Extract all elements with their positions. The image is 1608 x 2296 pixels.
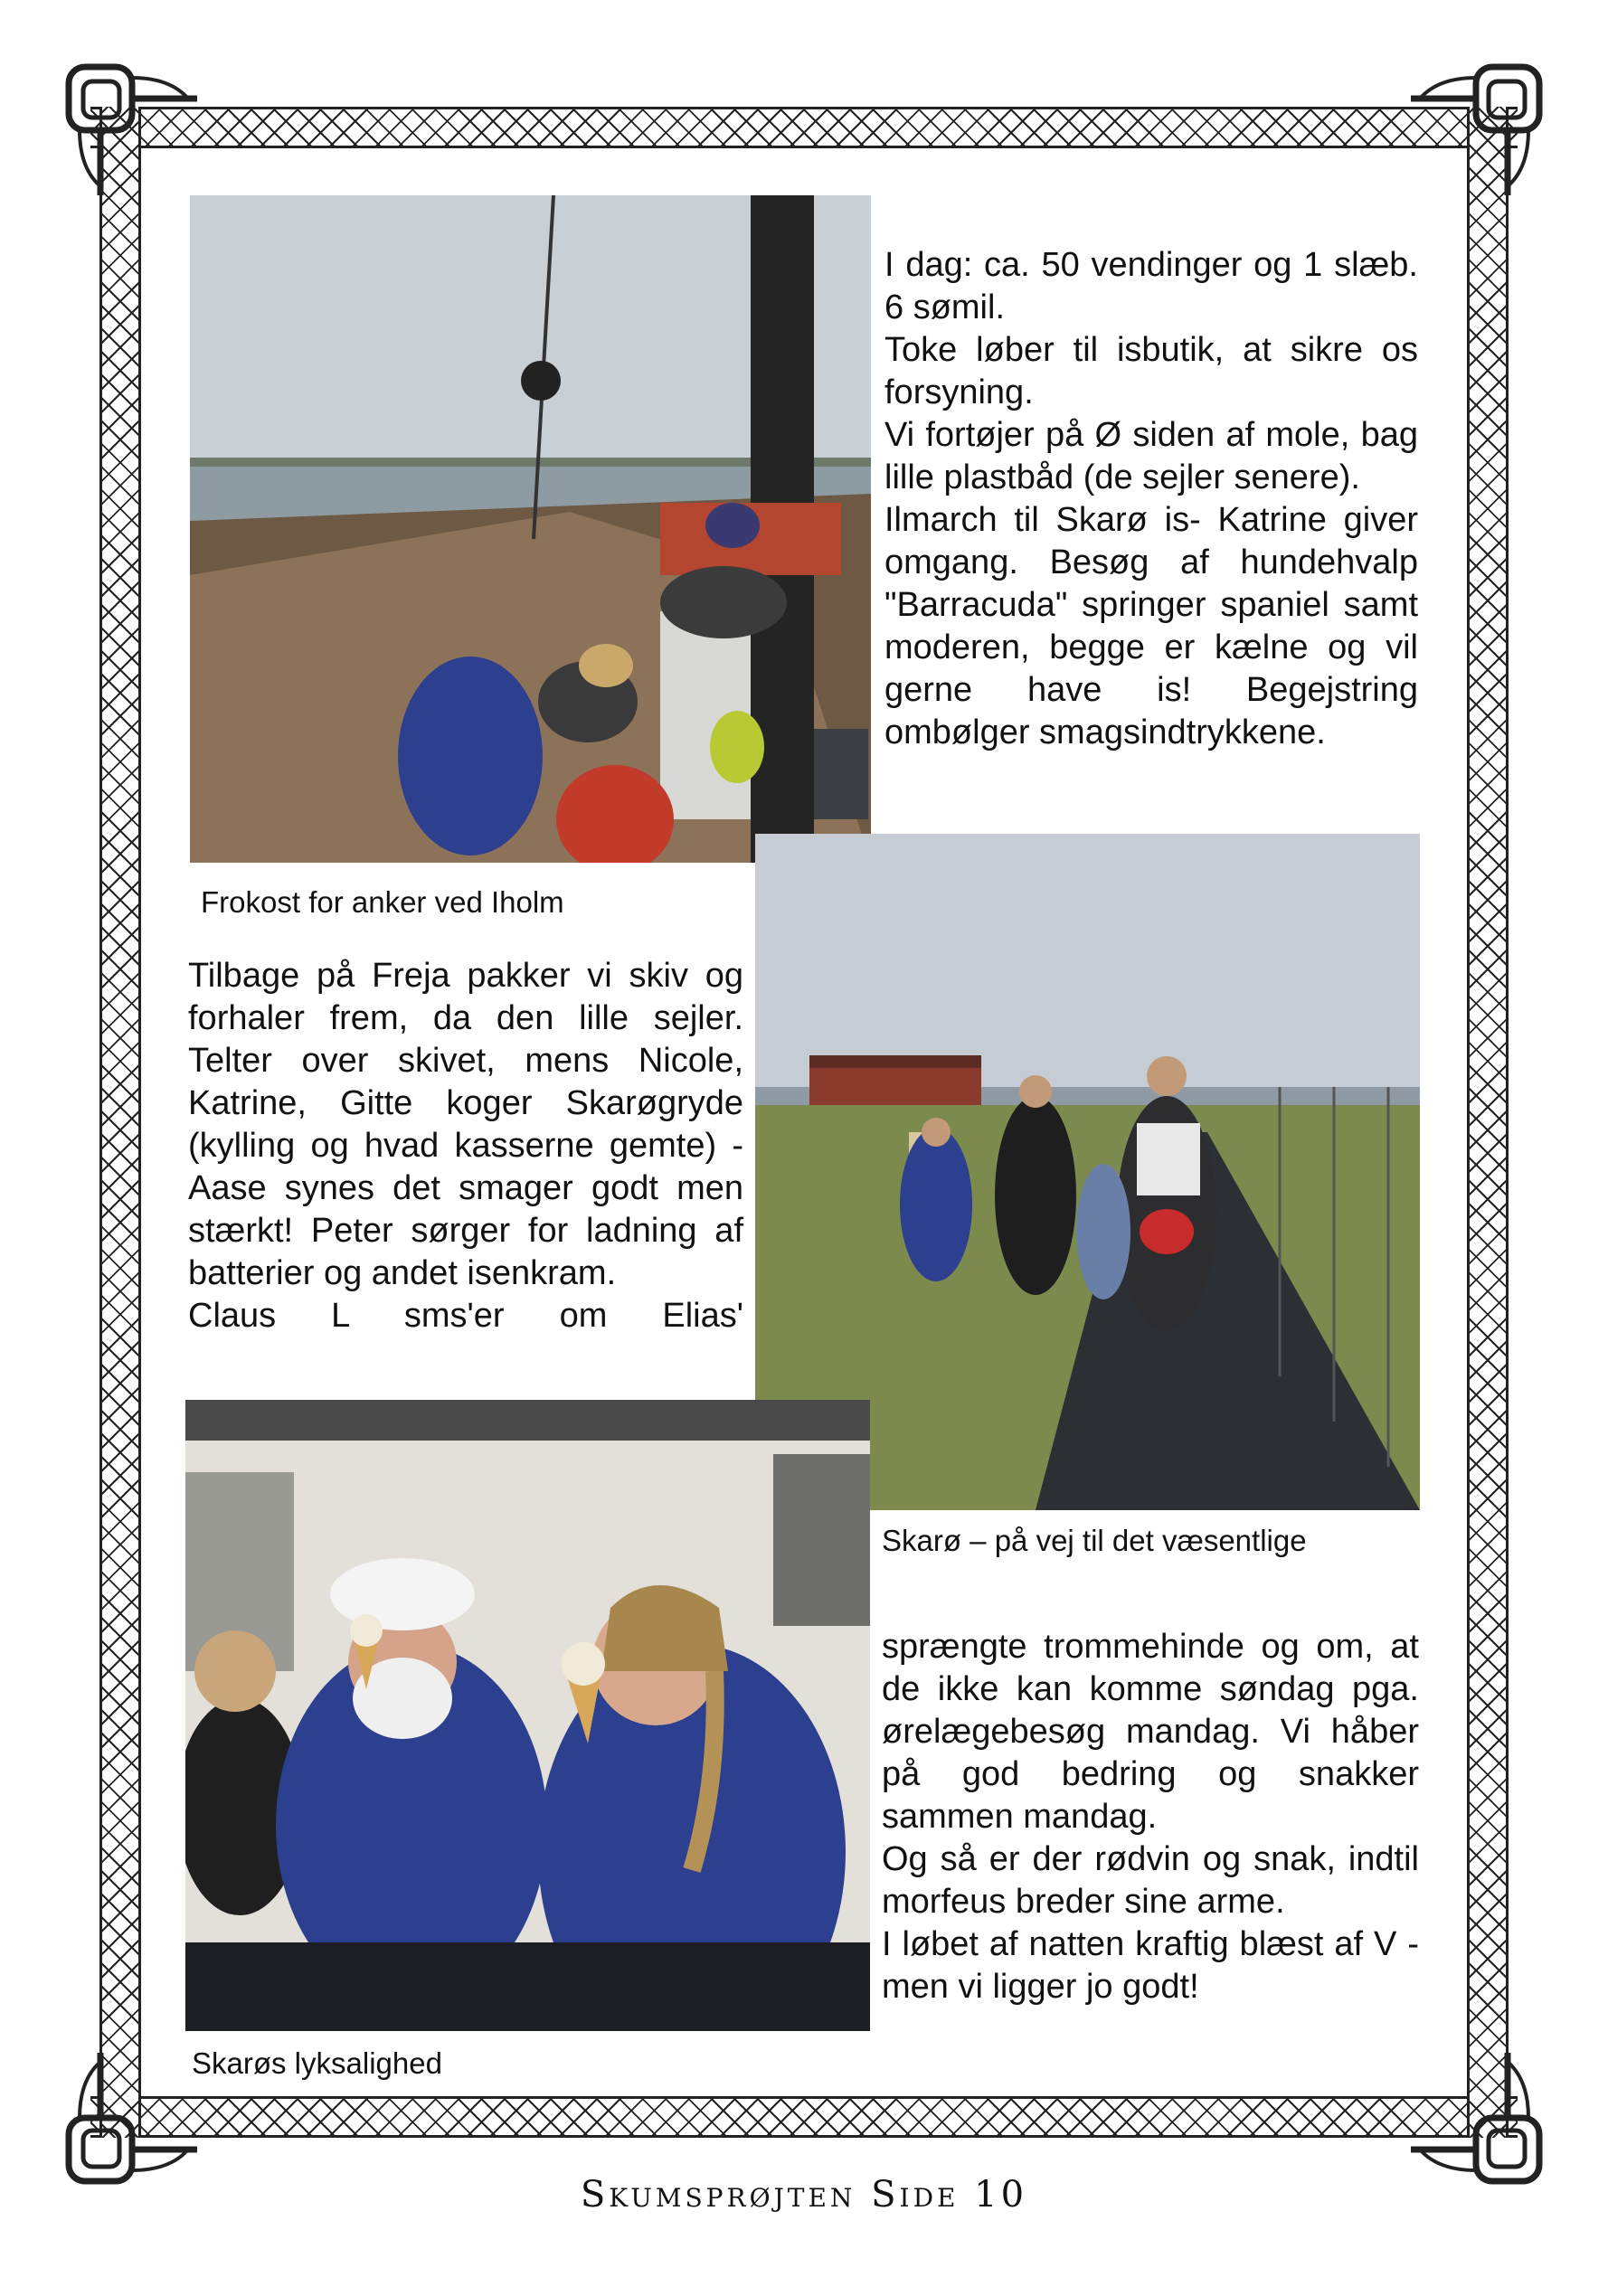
page-footer: Skumsprøjten Side 10 bbox=[580, 2174, 1028, 2216]
photo-boat-lunch bbox=[190, 195, 871, 863]
caption-photo-path: Skarø – på vej til det væsentlige bbox=[882, 1524, 1307, 1557]
paragraph: Vi fortøjer på Ø siden af mole, bag lille plastbåd (de sejler senere). bbox=[884, 416, 1418, 496]
border-bottom bbox=[90, 2096, 1518, 2138]
border-top bbox=[90, 107, 1518, 148]
border-right bbox=[1467, 107, 1509, 2138]
text-block-bottom bbox=[882, 1626, 1419, 2008]
paragraph: Tilbage på Freja pakker vi skiv og forhaler frem, da den lille sejler. Telter over skivet, mens Nicole, Katrine, Gitte koger Skarøgryde (kylling og hvad kasserne gemte) - Aase synes det smager godt men stærkt! Peter sørger for ladning af batterier og andet isenkram. bbox=[188, 957, 743, 1292]
border-left bbox=[99, 107, 141, 2138]
paragraph: I løbet af natten kraftig blæst af V - men vi ligger jo godt! bbox=[882, 1925, 1419, 2006]
paragraph-last-line: Claus L sms'er om Elias' bbox=[188, 1297, 743, 1335]
paragraph: Toke løber til isbutik, at sikre os forsyning. bbox=[884, 331, 1418, 411]
text-block-top bbox=[884, 244, 1418, 754]
celtic-knot-corner-top-left bbox=[61, 60, 215, 213]
paragraph: Ilmarch til Skarø is- Katrine giver omgang. Besøg af hundehvalp "Barracuda" springer spaniel samt moderen, begge er kælne og vil gerne have is! Begejstring ombølger smagsindtrykkene. bbox=[884, 501, 1418, 751]
photo-ice-cream bbox=[185, 1400, 870, 2031]
paragraph: I dag: ca. 50 vendinger og 1 slæb. 6 sømil. bbox=[884, 246, 1418, 326]
paragraph: Og så er der rødvin og snak, indtil morfeus breder sine arme. bbox=[882, 1840, 1419, 1921]
paragraph: sprængte trommehinde og om, at de ikke kan komme søndag pga. ørelægebesøg mandag. Vi håber på god bedring og snakker sammen mandag. bbox=[882, 1628, 1419, 1836]
caption-photo-boat: Frokost for anker ved Iholm bbox=[201, 885, 564, 919]
celtic-knot-corner-bottom-right bbox=[1393, 2035, 1547, 2188]
celtic-knot-corner-top-right bbox=[1393, 60, 1547, 213]
text-block-middle bbox=[188, 955, 743, 1337]
caption-photo-icecream: Skarøs lyksalighed bbox=[192, 2046, 442, 2080]
